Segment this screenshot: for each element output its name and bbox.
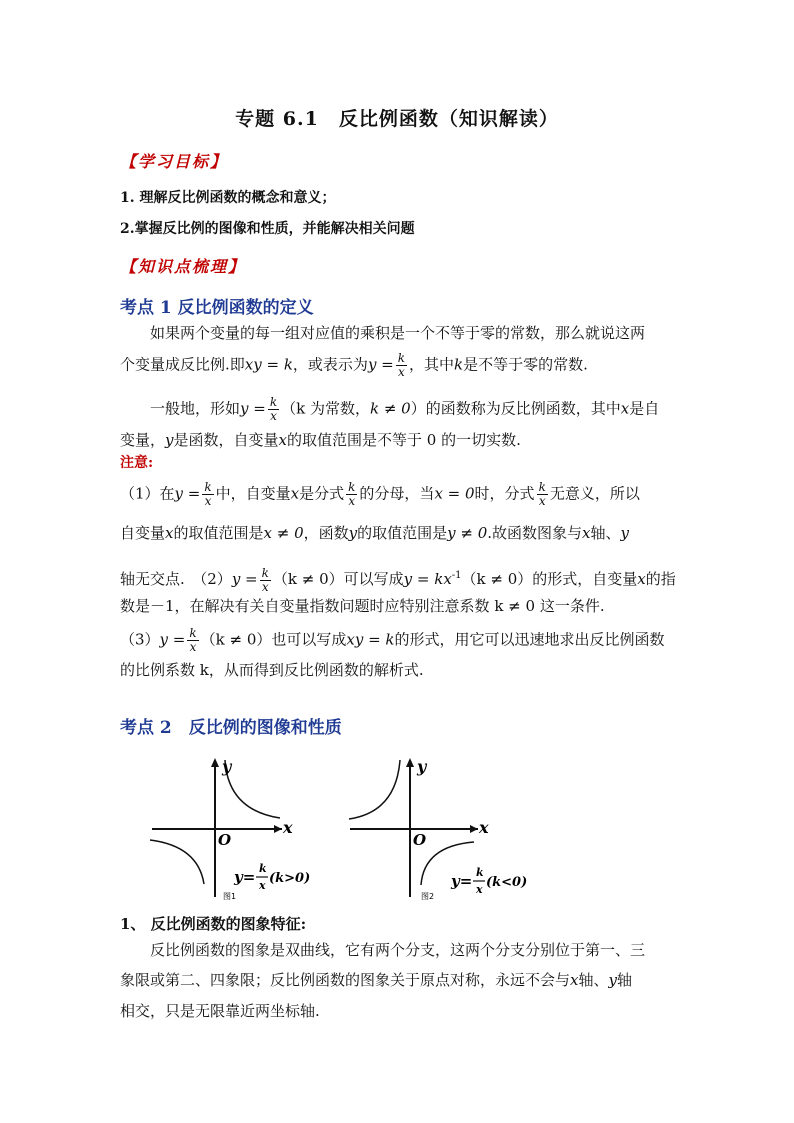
kp2-p-line1: 反比例函数的图象是双曲线，它有两个分支，这两个分支分别位于第一、三 [150, 941, 646, 959]
fraction-k-over-x: $\frac{k}{x}$ [538, 480, 546, 508]
note-1-line1: （1）在y = $\frac{k}{x}$ 中，自变量x是分式 $\frac{k}{x}$ 的分母，当x = 0时，分式 $\frac{k}{x}$ 无意义，所以 [120, 480, 640, 508]
note-2-line2: 数是－1，在解决有关自变量指数问题时应特别注意系数 k ≠ 0 这一条件. [120, 597, 605, 615]
kp1-p2-line1: 一般地，形如y = $\frac{k}{x}$ （k 为常数，k ≠ 0）的函数称为反比例函数，其中x是自 [150, 395, 660, 423]
kp2-heading: 考点 2 反比例的图像和性质 [120, 718, 342, 738]
note-label: 注意: [120, 455, 154, 471]
kp2-section-1-heading: 1、 反比例函数的图象特征: [120, 915, 307, 933]
y-axis-arrow [406, 758, 414, 767]
graph-figure-2 [348, 752, 528, 902]
eq-numerator: k [476, 866, 484, 879]
fraction-k-over-x: $\frac{k}{x}$ [189, 626, 197, 654]
branch-third-quadrant [150, 840, 204, 884]
note-2-line1: 轴无交点. （2）y = $\frac{k}{x}$ （k ≠ 0）可以写成$y = kx^{-1}(k \ne 0)$的形式，自变量x的指 [120, 565, 676, 594]
x-label: x [283, 818, 293, 837]
x-axis-arrow [274, 825, 282, 833]
fraction-k-over-x: $\frac{k}{x}$ [269, 395, 278, 423]
page-title: 专题 6.1 反比例函数（知识解读） [235, 108, 559, 130]
x-axis-arrow [470, 825, 478, 833]
branch-first-quadrant [225, 760, 280, 818]
kp1-heading: 考点 1 反比例函数的定义 [120, 298, 314, 318]
note-1-line2: 自变量x的取值范围是x ≠ 0，函数y的取值范围是y ≠ 0.故函数图象与x轴、y [120, 524, 629, 542]
figure-caption: 图1 [223, 892, 237, 901]
learning-goals-tag: 【学习目标】 [120, 152, 229, 171]
equation-condition: (k>0) [269, 871, 310, 886]
knowledge-tag: 【知识点梳理】 [120, 257, 247, 276]
kp1-p1-line2: 个变量成反比例.即xy = k，或表示为y = $\frac{k}{x}$ ，其中k是不等于零的常数. [120, 351, 588, 379]
equation-condition: (k<0) [486, 875, 528, 890]
x-label: x [479, 818, 489, 837]
kp1-p2-line2: 变量，y是函数，自变量x的取值范围是不等于 0 的一切实数. [120, 431, 521, 449]
branch-second-quadrant [349, 760, 400, 819]
kp2-p-line2: 象限或第二、四象限；反比例函数的图象关于原点对称，永远不会与x轴、y轴 [120, 971, 632, 989]
y-axis-arrow [211, 758, 219, 767]
fraction-k-over-x: $\frac{k}{x}$ [397, 351, 406, 379]
fraction-k-over-x: $\frac{k}{x}$ [261, 565, 269, 594]
eq-denominator: x [476, 883, 483, 896]
equation-lhs: y= [234, 868, 256, 886]
eq-denominator: x [259, 879, 266, 892]
goal-1: 1. 理解反比例函数的概念和意义； [120, 190, 336, 206]
note-3-line2: 的比例系数 k，从而得到反比例函数的解析式. [120, 661, 424, 679]
graph-figure-1 [150, 752, 310, 902]
goal-2: 2.掌握反比例的图像和性质，并能解决相关问题 [120, 221, 415, 237]
origin-label: O [413, 831, 427, 849]
origin-label: O [218, 831, 232, 849]
kp1-p1-line1: 如果两个变量的每一组对应值的乘积是一个不等于零的常数，那么就说这两 [150, 324, 646, 342]
y-label: y [222, 757, 232, 776]
y-label: y [417, 757, 427, 776]
figure-caption: 图2 [421, 892, 435, 901]
equation-lhs: y= [451, 872, 473, 890]
eq-numerator: k [259, 862, 267, 875]
note-3-line1: （3）y = $\frac{k}{x}$ （k ≠ 0）也可以写成xy = k的形式，用它可以迅速地求出反比例函数 [120, 626, 665, 654]
kp2-p-line3: 相交，只是无限靠近两坐标轴. [120, 1002, 320, 1020]
fraction-k-over-x: $\frac{k}{x}$ [348, 480, 356, 508]
fraction-k-over-x: $\frac{k}{x}$ [204, 480, 212, 508]
